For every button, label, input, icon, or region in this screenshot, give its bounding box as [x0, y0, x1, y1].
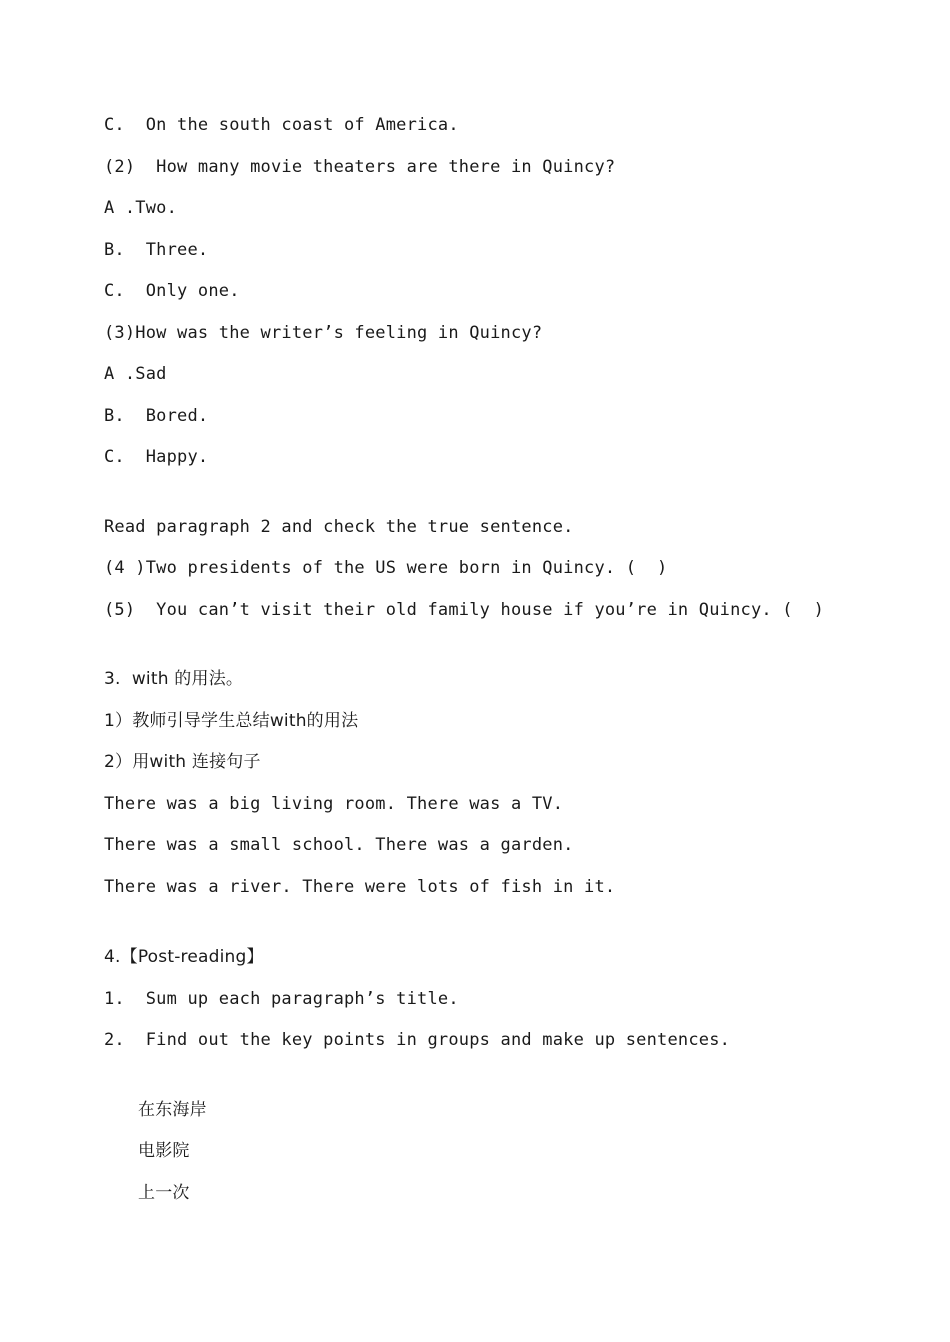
- q2-question: (2) How many movie theaters are there in Quincy?: [104, 157, 616, 177]
- q4-statement: (4 )Two presidents of the US were born in Quincy. ( ): [104, 558, 668, 578]
- q2-option-a: A .Two.: [104, 198, 178, 218]
- with-sentence-2: There was a small school. There was a garden.: [104, 835, 574, 855]
- with-sentence-1: There was a big living room. There was a TV.: [104, 794, 564, 814]
- with-sentence-3: There was a river. There were lots of fish in it.: [104, 877, 616, 897]
- post-reading-item-2: 2. Find out the key points in groups and make up sentences.: [104, 1030, 731, 1050]
- q3-option-c: C. Happy.: [104, 447, 209, 467]
- section3-step1: 1）教师引导学生总结with的用法: [104, 711, 359, 731]
- q1-option-c: C. On the south coast of America.: [104, 115, 459, 135]
- section3-heading: 3. with 的用法。: [104, 669, 244, 689]
- q3-option-b: B. Bored.: [104, 406, 209, 426]
- post-reading-item-1: 1. Sum up each paragraph’s title.: [104, 989, 459, 1009]
- part2-instruction: Read paragraph 2 and check the true sentence.: [104, 517, 574, 537]
- phrase-2: 电影院: [138, 1141, 190, 1161]
- q5-statement: (5) You can’t visit their old family house if you’re in Quincy. ( ): [104, 600, 825, 620]
- section4-heading: 4.【Post-reading】: [104, 947, 264, 967]
- q3-option-a: A .Sad: [104, 364, 167, 384]
- q3-question: (3)How was the writer’s feeling in Quincy?: [104, 323, 543, 343]
- section3-step2: 2）用with 连接句子: [104, 752, 261, 772]
- q2-option-c: C. Only one.: [104, 281, 240, 301]
- q2-option-b: B. Three.: [104, 240, 209, 260]
- phrase-1: 在东海岸: [138, 1100, 207, 1120]
- phrase-3: 上一次: [138, 1183, 190, 1203]
